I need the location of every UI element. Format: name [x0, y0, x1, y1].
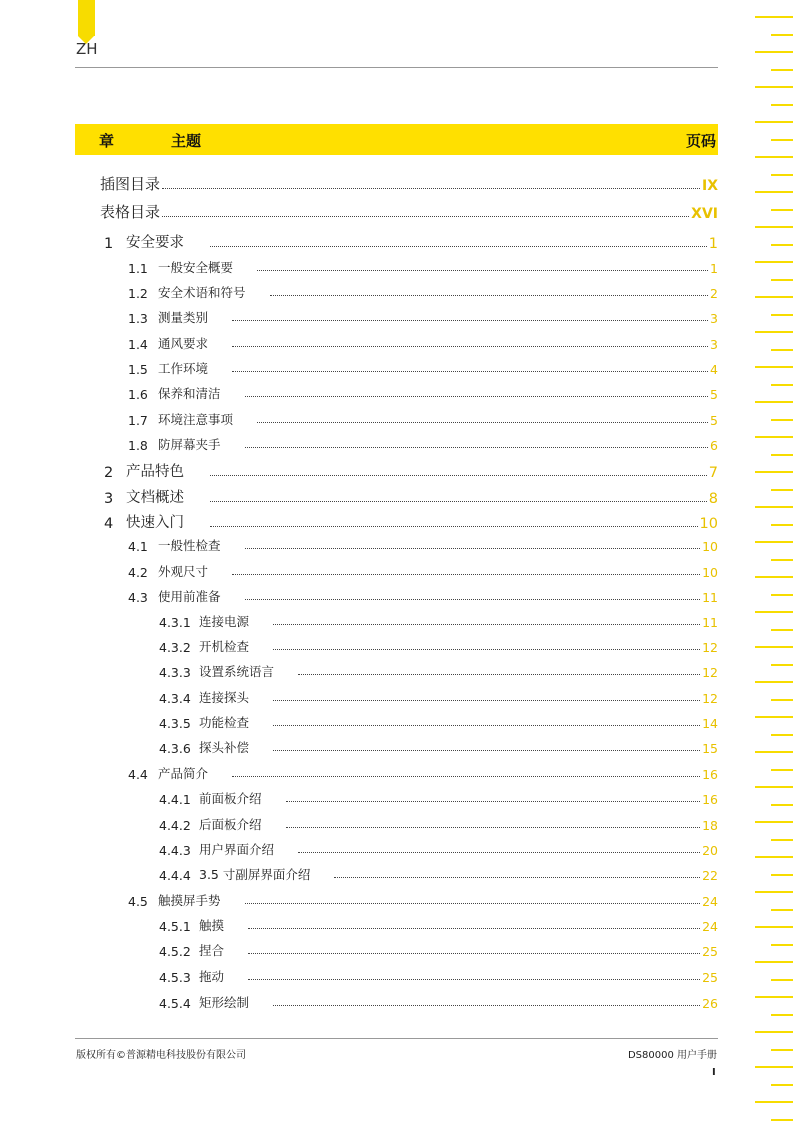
toc-dot-leader	[248, 952, 700, 954]
toc-entry-title: 一般安全概要	[158, 260, 234, 275]
toc-entry-title: 拖动	[199, 969, 225, 984]
toc-entry[interactable]	[128, 562, 718, 580]
toc-dot-leader	[210, 474, 707, 476]
ruler-tick	[771, 664, 793, 666]
ruler-tick	[755, 296, 793, 298]
ruler-tick	[755, 611, 793, 613]
toc-entry-number: 4.4	[128, 767, 148, 782]
toc-dot-leader	[232, 370, 708, 372]
toc-entry[interactable]	[159, 815, 718, 833]
toc-entry-title: 开机检查	[199, 639, 250, 654]
toc-entry[interactable]	[100, 200, 718, 222]
toc-entry-number: 4.4.2	[159, 818, 191, 833]
toc-dot-leader	[248, 927, 700, 929]
toc-entry-title: 工作环境	[158, 361, 209, 376]
toc-entry[interactable]	[159, 688, 718, 706]
toc-entry-page: 11	[702, 615, 718, 630]
ruler-tick	[755, 436, 793, 438]
toc-entry[interactable]	[128, 891, 718, 909]
toc-entry-title: 外观尺寸	[158, 564, 209, 579]
ruler-tick	[771, 769, 793, 771]
toc-entry-number: 4.5.4	[159, 996, 191, 1011]
toc-entry-title: 3.5 寸副屏界面介绍	[199, 867, 311, 882]
toc-entry-page: 24	[702, 919, 718, 934]
toc-dot-leader	[298, 673, 700, 675]
toc-entry-title: 设置系统语言	[199, 664, 275, 679]
toc-entry-title: 连接电源	[199, 614, 250, 629]
toc-entry-page: 18	[702, 818, 718, 833]
toc-entry[interactable]	[104, 485, 718, 507]
toc-entry[interactable]	[128, 334, 718, 352]
ruler-tick	[771, 454, 793, 456]
toc-entry-number: 1.6	[128, 387, 148, 402]
toc-entry-title: 保养和清洁	[158, 386, 221, 401]
ruler-tick	[755, 821, 793, 823]
toc-entry-title: 测量类别	[158, 310, 209, 325]
toc-entry-page: 12	[702, 665, 718, 680]
toc-dot-leader	[273, 648, 700, 650]
ruler-tick	[771, 279, 793, 281]
ruler-tick	[755, 856, 793, 858]
toc-dot-leader	[273, 699, 700, 701]
toc-entry-page: 7	[708, 465, 718, 481]
toc-entry-title: 用户界面介绍	[199, 842, 275, 857]
toc-entry-title: 探头补偿	[199, 740, 250, 755]
toc-dot-leader	[245, 902, 701, 904]
ruler-tick	[755, 541, 793, 543]
toc-entry-title: 触摸	[199, 918, 225, 933]
ruler-tick	[755, 891, 793, 893]
ruler-tick	[771, 979, 793, 981]
toc-entry[interactable]	[159, 993, 718, 1011]
ruler-tick	[755, 576, 793, 578]
toc-entry[interactable]	[159, 941, 718, 959]
ruler-tick	[771, 69, 793, 71]
ruler-tick	[771, 349, 793, 351]
toc-entry-number: 4.5	[128, 894, 148, 909]
toc-entry[interactable]	[159, 916, 718, 934]
ruler-tick	[755, 646, 793, 648]
toc-dot-leader	[248, 978, 700, 980]
toc-entry-page: 16	[702, 792, 718, 807]
toc-entry-number: 4.3	[128, 590, 148, 605]
toc-entry-page: 25	[702, 944, 718, 959]
ruler-tick	[771, 314, 793, 316]
language-label: ZH	[76, 40, 98, 58]
top-rule	[75, 67, 718, 68]
toc-entry-page: 22	[702, 868, 718, 883]
toc-entry-page: 20	[702, 843, 718, 858]
toc-entry-number: 4.3.5	[159, 716, 191, 731]
footer-copyright: 版权所有©普源精电科技股份有限公司	[76, 1050, 246, 1061]
ruler-tick	[771, 559, 793, 561]
toc-dot-leader	[245, 598, 701, 600]
toc-dot-leader	[334, 876, 700, 878]
toc-dot-leader	[270, 294, 709, 296]
header-page: 页码	[685, 132, 716, 150]
toc-entry-page: 10	[699, 516, 718, 532]
toc-entry-number: 4.4.1	[159, 792, 191, 807]
toc-entry-number: 4.3.2	[159, 640, 191, 655]
ruler-tick	[771, 734, 793, 736]
toc-entry-page: 6	[710, 438, 718, 453]
toc-dot-leader	[210, 500, 707, 502]
toc-entry-page: 5	[710, 413, 718, 428]
ruler-tick	[771, 699, 793, 701]
toc-entry[interactable]	[128, 384, 718, 402]
toc-entry-title: 前面板介绍	[199, 791, 262, 806]
toc-entry-number: 1.3	[128, 311, 148, 326]
toc-entry-number: 1.8	[128, 438, 148, 453]
ruler-tick	[755, 16, 793, 18]
ruler-tick	[755, 191, 793, 193]
toc-entry-number: 4.3.4	[159, 691, 191, 706]
toc-entry-number: 1.2	[128, 286, 148, 301]
toc-entry-page: 16	[702, 767, 718, 782]
toc-entry-number: 1.4	[128, 337, 148, 352]
ruler-tick	[755, 1031, 793, 1033]
ruler-tick	[755, 261, 793, 263]
ruler-tick	[755, 1066, 793, 1068]
toc-entry-page: 3	[710, 337, 718, 352]
ruler-tick	[755, 226, 793, 228]
toc-dot-leader	[273, 1004, 700, 1006]
toc-entry-number: 4.2	[128, 565, 148, 580]
toc-entry[interactable]	[128, 359, 718, 377]
toc-entry-number: 4.1	[128, 539, 148, 554]
toc-dot-leader	[257, 421, 708, 423]
toc-entry[interactable]	[104, 459, 718, 481]
toc-entry-number: 4.5.1	[159, 919, 191, 934]
toc-entry-title: 安全术语和符号	[158, 285, 246, 300]
toc-entry[interactable]	[159, 662, 718, 680]
ruler-tick	[771, 104, 793, 106]
toc-entry-number: 4.4.3	[159, 843, 191, 858]
toc-entry[interactable]	[104, 230, 718, 252]
ruler-tick	[771, 174, 793, 176]
ruler-tick	[755, 926, 793, 928]
ruler-tick	[771, 209, 793, 211]
ruler-tick	[771, 594, 793, 596]
ruler-tick	[771, 34, 793, 36]
toc-entry[interactable]	[128, 410, 718, 428]
page-number: I	[712, 1067, 716, 1078]
margin-ruler-decoration	[748, 0, 793, 1122]
toc-entry-page: 12	[702, 640, 718, 655]
toc-entry-title: 捏合	[199, 943, 225, 958]
toc-entry-title: 环境注意事项	[158, 412, 234, 427]
toc-entry-number: 4.3.3	[159, 665, 191, 680]
toc-entry-title: 产品简介	[158, 766, 209, 781]
toc-entry[interactable]	[159, 789, 718, 807]
toc-dot-leader	[273, 749, 700, 751]
ruler-tick	[771, 944, 793, 946]
ruler-tick	[771, 874, 793, 876]
toc-entry[interactable]	[128, 587, 718, 605]
toc-entry[interactable]	[159, 713, 718, 731]
toc-entry-page: 3	[710, 311, 718, 326]
toc-entry-page: 2	[710, 286, 718, 301]
toc-entry-number: 1.1	[128, 261, 148, 276]
toc-entry-page: 1	[710, 261, 718, 276]
ruler-tick	[771, 489, 793, 491]
ruler-tick	[755, 716, 793, 718]
ruler-tick	[755, 86, 793, 88]
ruler-tick	[771, 804, 793, 806]
toc-entry[interactable]	[159, 612, 718, 630]
toc-dot-leader	[162, 215, 689, 217]
bottom-rule	[75, 1038, 718, 1039]
toc-entry-title: 表格目录	[100, 203, 161, 221]
toc-entry-number: 1.5	[128, 362, 148, 377]
toc-dot-leader	[286, 800, 701, 802]
toc-entry[interactable]	[128, 308, 718, 326]
toc-dot-leader	[162, 187, 700, 189]
header-chapter: 章	[99, 132, 115, 150]
footer-manual-title: DS80000 用户手册	[627, 1050, 717, 1061]
toc-entry[interactable]	[128, 435, 718, 453]
ruler-tick	[771, 629, 793, 631]
toc-entry-number: 4.5.2	[159, 944, 191, 959]
ruler-tick	[755, 121, 793, 123]
toc-entry-page: 11	[702, 590, 718, 605]
toc-entry-title: 矩形绘制	[199, 995, 250, 1010]
ruler-tick	[771, 1014, 793, 1016]
toc-dot-leader	[298, 851, 700, 853]
ruler-tick	[771, 244, 793, 246]
toc-entry[interactable]	[128, 536, 718, 554]
toc-entry[interactable]	[159, 738, 718, 756]
ruler-tick	[755, 331, 793, 333]
ruler-tick	[771, 1119, 793, 1121]
toc-dot-leader	[210, 525, 698, 527]
toc-dot-leader	[286, 826, 701, 828]
header-topic: 主题	[171, 132, 202, 150]
toc-entry-number: 4.4.4	[159, 868, 191, 883]
toc-dot-leader	[273, 724, 700, 726]
ruler-tick	[755, 751, 793, 753]
toc-entry-number: 4.3.1	[159, 615, 191, 630]
toc-entry-number: 3	[104, 491, 114, 507]
toc-entry-page: 12	[702, 691, 718, 706]
toc-entry[interactable]	[159, 967, 718, 985]
toc-entry-number: 4	[104, 516, 114, 532]
toc-entry[interactable]	[128, 283, 718, 301]
toc-entry[interactable]	[104, 510, 718, 532]
toc-dot-leader	[245, 547, 701, 549]
ruler-tick	[755, 51, 793, 53]
toc-entry-page: 4	[710, 362, 718, 377]
toc-entry[interactable]	[128, 764, 718, 782]
toc-dot-leader	[210, 245, 707, 247]
ruler-tick	[771, 1084, 793, 1086]
toc-entry-number: 1.7	[128, 413, 148, 428]
toc-entry-number: 4.5.3	[159, 970, 191, 985]
toc-entry[interactable]	[159, 865, 718, 883]
toc-entry-title: 产品特色	[126, 464, 184, 480]
ruler-tick	[755, 156, 793, 158]
toc-header-bar	[75, 124, 718, 155]
toc-entry-title: 使用前准备	[158, 589, 221, 604]
toc-entry[interactable]	[159, 840, 718, 858]
toc-entry-page: 14	[702, 716, 718, 731]
toc-entry-page: 24	[702, 894, 718, 909]
toc-entry-page: 26	[702, 996, 718, 1011]
ruler-tick	[771, 139, 793, 141]
toc-entry-page: 25	[702, 970, 718, 985]
toc-entry-page: 15	[702, 741, 718, 756]
toc-dot-leader	[273, 623, 700, 625]
toc-entry-page: IX	[701, 178, 718, 194]
ruler-tick	[755, 996, 793, 998]
toc-entry-title: 防屏幕夹手	[158, 437, 221, 452]
ruler-tick	[755, 506, 793, 508]
toc-entry-title: 文档概述	[126, 490, 184, 506]
toc-entry[interactable]	[100, 172, 718, 194]
ruler-tick	[771, 384, 793, 386]
ruler-tick	[771, 839, 793, 841]
ruler-tick	[771, 909, 793, 911]
toc-entry-title: 插图目录	[100, 175, 161, 193]
toc-entry-page: 10	[702, 539, 718, 554]
ruler-tick	[755, 471, 793, 473]
ruler-tick	[755, 961, 793, 963]
toc-entry-page: 8	[708, 491, 718, 507]
ruler-tick	[755, 1101, 793, 1103]
toc-entry-number: 2	[104, 465, 114, 481]
toc-entry-page: 5	[710, 387, 718, 402]
ruler-tick	[755, 401, 793, 403]
ruler-tick	[771, 419, 793, 421]
ruler-tick	[771, 1049, 793, 1051]
chapter-tab-marker	[78, 0, 95, 36]
toc-dot-leader	[245, 395, 709, 397]
ruler-tick	[755, 366, 793, 368]
toc-entry-title: 通风要求	[158, 336, 209, 351]
ruler-tick	[755, 681, 793, 683]
toc-entry-page: 1	[708, 236, 718, 252]
toc-dot-leader	[245, 446, 709, 448]
ruler-tick	[771, 524, 793, 526]
toc-entry[interactable]	[128, 258, 718, 276]
ruler-tick	[755, 786, 793, 788]
toc-entry-number: 1	[104, 236, 114, 252]
toc-entry-title: 触摸屏手势	[158, 893, 221, 908]
toc-entry-title: 连接探头	[199, 690, 250, 705]
toc-entry-title: 快速入门	[126, 515, 184, 531]
toc-entry-title: 后面板介绍	[199, 817, 262, 832]
toc-entry-page: XVI	[691, 206, 718, 222]
toc-entry-page: 10	[702, 565, 718, 580]
toc-entry-title: 功能检查	[199, 715, 250, 730]
toc-dot-leader	[232, 775, 700, 777]
toc-entry-title: 一般性检查	[158, 538, 221, 553]
toc-dot-leader	[257, 269, 708, 271]
toc-entry-number: 4.3.6	[159, 741, 191, 756]
toc-dot-leader	[232, 345, 708, 347]
toc-dot-leader	[232, 319, 708, 321]
toc-entry-title: 安全要求	[126, 235, 184, 251]
toc-dot-leader	[232, 573, 700, 575]
toc-entry[interactable]	[159, 637, 718, 655]
